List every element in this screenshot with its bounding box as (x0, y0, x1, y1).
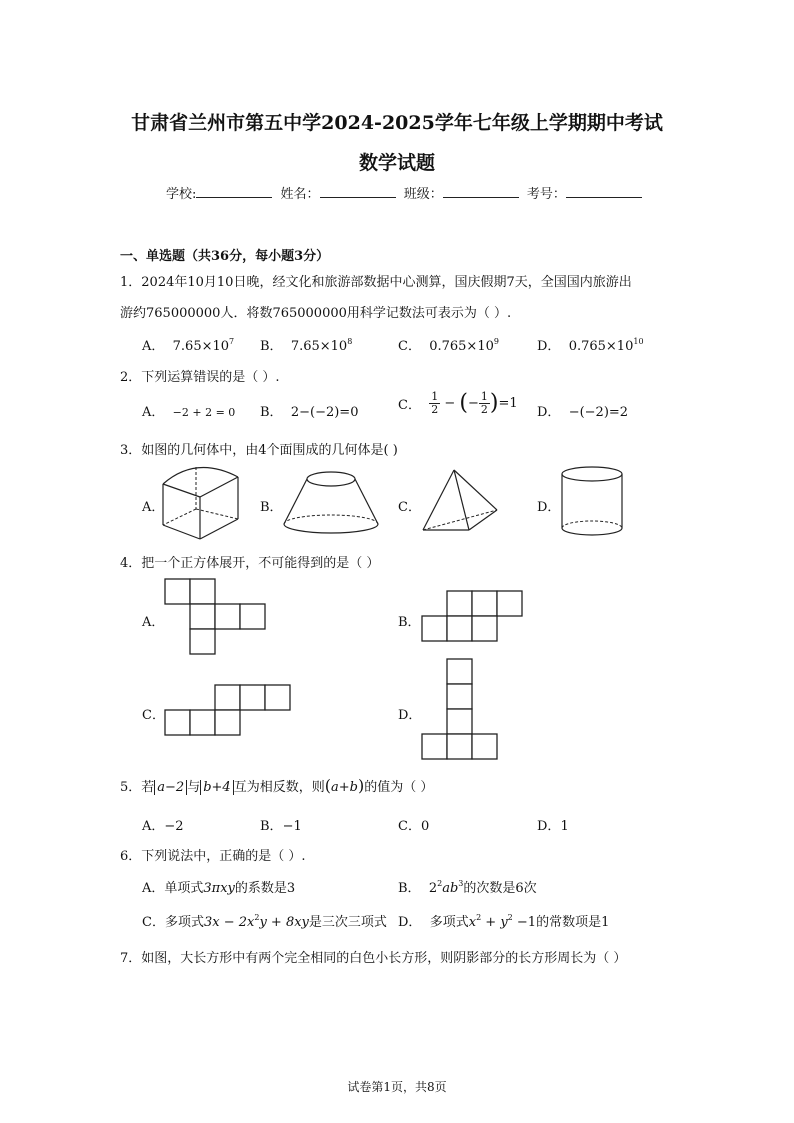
q3-stem: 3．如图的几何体中，由4个面围成的几何体是( ) (120, 443, 398, 458)
q1-option-b: B． $7.65\times 10^8$ (260, 337, 353, 354)
q4-label-c: C． (142, 708, 165, 723)
name-label: 姓名： (280, 187, 320, 202)
exam-number-label: 考号： (526, 187, 566, 202)
abs-a-minus-2: a−2 (154, 780, 187, 795)
q6-option-a: A．单项式3πxy的系数是3 (142, 881, 296, 896)
cube-net-d (421, 658, 501, 764)
exam-subtitle: 数学试题 (358, 152, 435, 174)
q2-option-d: D． −(−2)=2 (537, 405, 629, 420)
q6-stem: 6．下列说法中，正确的是（ ）. (120, 849, 306, 864)
cube-net-c (164, 684, 294, 740)
q6-option-b: B． $2^2ab^3$的次数是6次 (398, 879, 537, 896)
q4-label-d: D． (398, 708, 422, 723)
q5-option-d: D．1 (537, 819, 569, 834)
q5-option-b: B．−1 (260, 819, 302, 834)
q2-option-c: C． $\frac{1}{2}$ − (− $\frac{1}{2}$ )=1 (398, 390, 518, 416)
tetrahedron-figure (421, 468, 501, 534)
q5-option-c: C．0 (398, 819, 430, 834)
cube-net-a (164, 578, 270, 658)
cylinder-figure (560, 466, 626, 538)
name-blank[interactable] (320, 185, 396, 198)
school-blank[interactable] (196, 185, 272, 198)
q6-option-c: C．多项式$3x - 2x^2y + 8xy$是三次三项式 (142, 913, 387, 930)
section-heading: 一、单选题（共36分，每小题3分） (120, 249, 330, 264)
q3-label-c: C． (398, 500, 421, 515)
q5-stem: 5．若 a−2 与 b+4 互为相反数，则(a+b)的值为（ ） (120, 776, 434, 795)
q3-label-b: B． (260, 500, 283, 515)
cube-net-b (421, 590, 527, 646)
q4-stem: 4．把一个正方体展开，不可能得到的是（ ） (120, 556, 380, 571)
fraction-half-2: $\frac{1}{2}$ (480, 390, 488, 416)
page-footer: 试卷第1页，共8页 (347, 1080, 447, 1094)
q3-label-d: D． (537, 500, 561, 515)
q5-option-a: A．−2 (142, 819, 184, 834)
class-blank[interactable] (443, 185, 519, 198)
fraction-half: $\frac{1}{2}$ (431, 390, 439, 416)
q1-option-d: D． $0.765\times 10^{10}$ (537, 337, 644, 354)
sector-prism-figure (160, 463, 240, 543)
exam-title: 甘肃省兰州市第五中学2024-2025学年七年级上学期期中考试 (131, 112, 663, 134)
q6-option-d: D． 多项式$x^2 + y^2 -1$的常数项是1 (398, 913, 610, 930)
q1-option-c: C． $0.765\times 10^9$ (398, 337, 499, 354)
abs-b-plus-4: b+4 (200, 780, 234, 795)
exam-number-blank[interactable] (566, 185, 642, 198)
q1-option-a: A． $7.65\times 10^7$ (142, 337, 235, 354)
q4-label-b: B． (398, 615, 421, 630)
q1-line2: 游约765000000人．将数765000000用科学记数法可表示为（ ）. (120, 306, 512, 321)
frustum-figure (282, 470, 380, 536)
school-label: 学校: (166, 187, 197, 202)
q7-stem: 7．如图，大长方形中有两个完全相同的白色小长方形，则阴影部分的长方形周长为（ ） (120, 951, 627, 966)
q2-stem: 2．下列运算错误的是（ ）. (120, 370, 280, 385)
q2-option-a: A． −2 + 2 = 0 (142, 405, 236, 420)
q4-label-a: A． (142, 615, 165, 630)
q2-option-b: B． 2−(−2)=0 (260, 405, 359, 420)
q1-line1: 1．2024年10月10日晚，经文化和旅游部数据中心测算，国庆假期7天，全国国内旅游出 (120, 275, 632, 290)
class-label: 班级： (403, 187, 443, 202)
q3-label-a: A． (142, 500, 165, 515)
student-info-line (166, 183, 646, 202)
